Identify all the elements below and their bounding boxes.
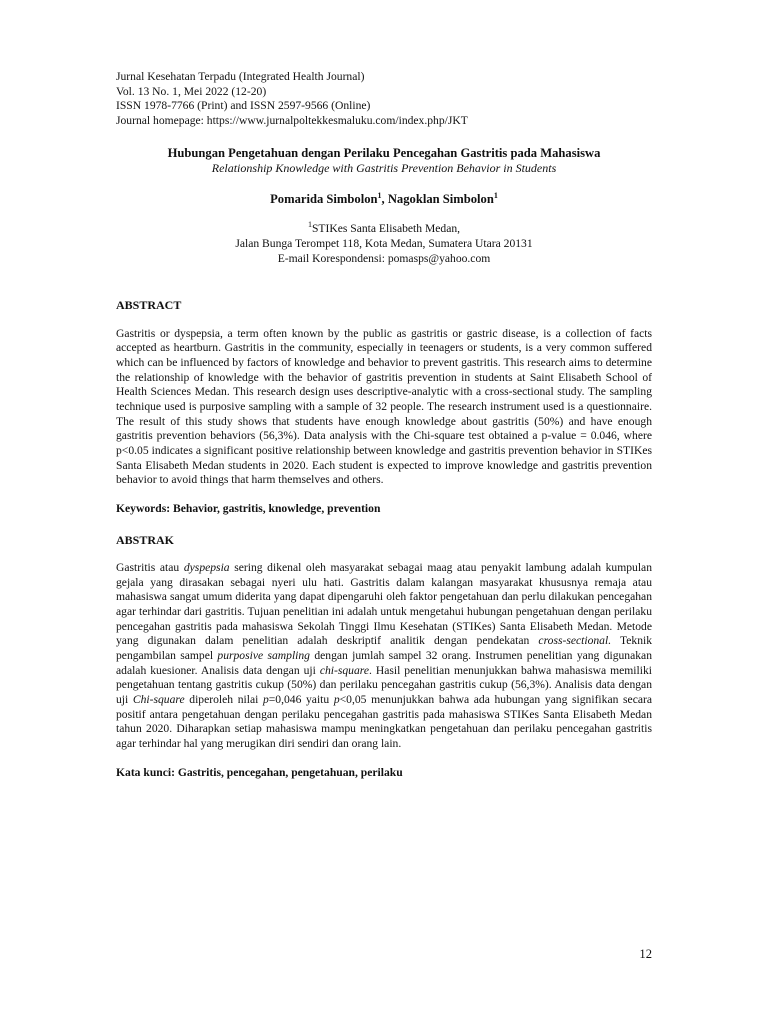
paper-title: Hubungan Pengetahuan dengan Perilaku Pencegahan Gastritis pada Mahasiswa xyxy=(167,146,601,161)
abstrak-italic-term: purposive sampling xyxy=(217,649,310,663)
author-affiliation-mark: 1 xyxy=(377,191,382,201)
abstrak-text-run: =0,046 yaitu xyxy=(268,693,334,707)
abstrak-text-run: diperoleh nilai xyxy=(184,693,263,707)
author-name: Pomarida Simbolon xyxy=(270,192,378,207)
affiliation-institution-name: STIKes Santa Elisabeth Medan, xyxy=(311,222,461,236)
abstrak-text-run: <0,05 menunjukkan bahwa ada hubungan yang signifikan secara positif antara pengetahuan dengan perilaku pencegahan gastritis pada mahasiswa STIKes Santa Elisabeth Medan tahun 2020. Diharapkan setiap mahasiswa mampu meningkatkan pengetahuan dan perilaku pencegahan gastritis agar terhindar hal yang merugikan diri sendiri dan orang lain. xyxy=(116,693,652,751)
paper-page xyxy=(116,70,652,780)
abstrak-text-run: Teknik pengambilan sampel xyxy=(116,634,653,663)
affiliation-mark: 1 xyxy=(307,220,312,230)
abstrak-italic-term: Chi-square xyxy=(132,693,185,707)
author-name: Nagoklan Simbolon xyxy=(387,192,494,207)
abstrak-keywords: Kata kunci: Gastritis, pencegahan, pengetahuan, perilaku xyxy=(116,765,403,779)
abstrak-text-run: dengan jumlah sampel 32 orang. Instrumen penelitian yang digunakan adalah kuesioner. Analisis data dengan uji xyxy=(116,649,652,677)
affiliation-email: E-mail Korespondensi: pomasps@yahoo.com xyxy=(277,251,491,265)
abstrak-italic-term: cross-sectional. xyxy=(538,634,612,648)
affiliation-address: Jalan Bunga Terompet 118, Kota Medan, Sumatera Utara 20131 xyxy=(235,236,533,250)
paper-subtitle: Relationship Knowledge with Gastritis Prevention Behavior in Students xyxy=(211,161,557,176)
abstrak-italic-term: dyspepsia xyxy=(183,561,230,575)
author-list xyxy=(116,192,652,207)
page-number: 12 xyxy=(639,947,652,961)
abstrak-text-run: Gastritis atau xyxy=(116,561,184,575)
abstrak-italic-term: p xyxy=(333,693,340,707)
journal-homepage: Journal homepage: https://www.jurnalpoltekkesmaluku.com/index.php/JKT xyxy=(116,113,468,127)
abstrak-text-run: sering dikenal oleh masyarakat sebagai maag atau penyakit lambung adalah kumpulan gejala yang dirasakan sebagai nyeri ulu hati. Gastritis dalam kalangan masyarakat khususnya remaja atau mahasiswa sangat umum diderita yang dapat dipengaruhi oleh faktor pengetahuan dan perlu dilakukan pencegahan agar terhindar dari gastritis. Tujuan penelitian ini adalah untuk mengetahui hubungan pengetahuan dengan perilaku pencegahan gastritis pada mahasiswa Sekolah Tinggi Ilmu Kesehatan (STIKes) Santa Elisabeth Medan. Metode yang digunakan dalam penelitian adalah deskriptif analitik dengan pendekatan xyxy=(116,561,652,648)
journal-issn: ISSN 1978-7766 (Print) and ISSN 2597-9566 (Online) xyxy=(116,99,371,113)
abstrak-italic-term: chi-square xyxy=(319,663,369,677)
abstrak-text-run: . Hasil penelitian menunjukkan bahwa mahasiswa memiliki pengetahuan tentang gastritis cukup (50%) dan perilaku pencegahan gastritis cukup (56,3%). Analisis data dengan uji xyxy=(116,663,652,707)
journal-name: Jurnal Kesehatan Terpadu (Integrated Health Journal) xyxy=(116,70,365,83)
abstract-keywords: Keywords: Behavior, gastritis, knowledge, prevention xyxy=(116,501,381,515)
abstrak-italic-term: p xyxy=(262,693,269,707)
author-separator: , xyxy=(381,192,388,207)
journal-header xyxy=(116,70,652,128)
abstrak-heading: ABSTRAK xyxy=(116,532,175,547)
abstract-heading: ABSTRACT xyxy=(116,298,182,313)
affiliation-block xyxy=(116,222,652,266)
author-affiliation-mark: 1 xyxy=(493,191,498,201)
abstrak-text xyxy=(116,561,652,752)
affiliation-institution xyxy=(116,222,652,237)
abstract-text: Gastritis or dyspepsia, a term often known by the public as gastritis or gastric disease, is a collection of facts accepted as heartburn. Gastritis in the community, especially in teenagers or students, is a very common suffered which can be influenced by factors of knowledge and behavior to prevent gastritis. This research aims to determine the relationship of knowledge with the behavior of gastritis prevention in students at Saint Elisabeth School of Health Sciences Medan. This research design uses descriptive-analytic with a cross-sectional study. The sampling technique used is purposive sampling with a sample of 32 people. The research instrument used is a questionnaire. The result of this study shows that students have enough knowledge about gastritis (50%) and have enough gastritis prevention behaviors (56,3%). Data analysis with the Chi-square test obtained a p-value = 0.046, where p<0.05 indicates a significant positive relationship between knowledge and gastritis prevention behavior in STIKes Santa Elisabeth Medan students in 2020. Each student is expected to improve knowledge and gastritis prevention behavior to avoid things that harm themselves and others. xyxy=(116,326,652,487)
journal-volume: Vol. 13 No. 1, Mei 2022 (12-20) xyxy=(116,84,267,98)
